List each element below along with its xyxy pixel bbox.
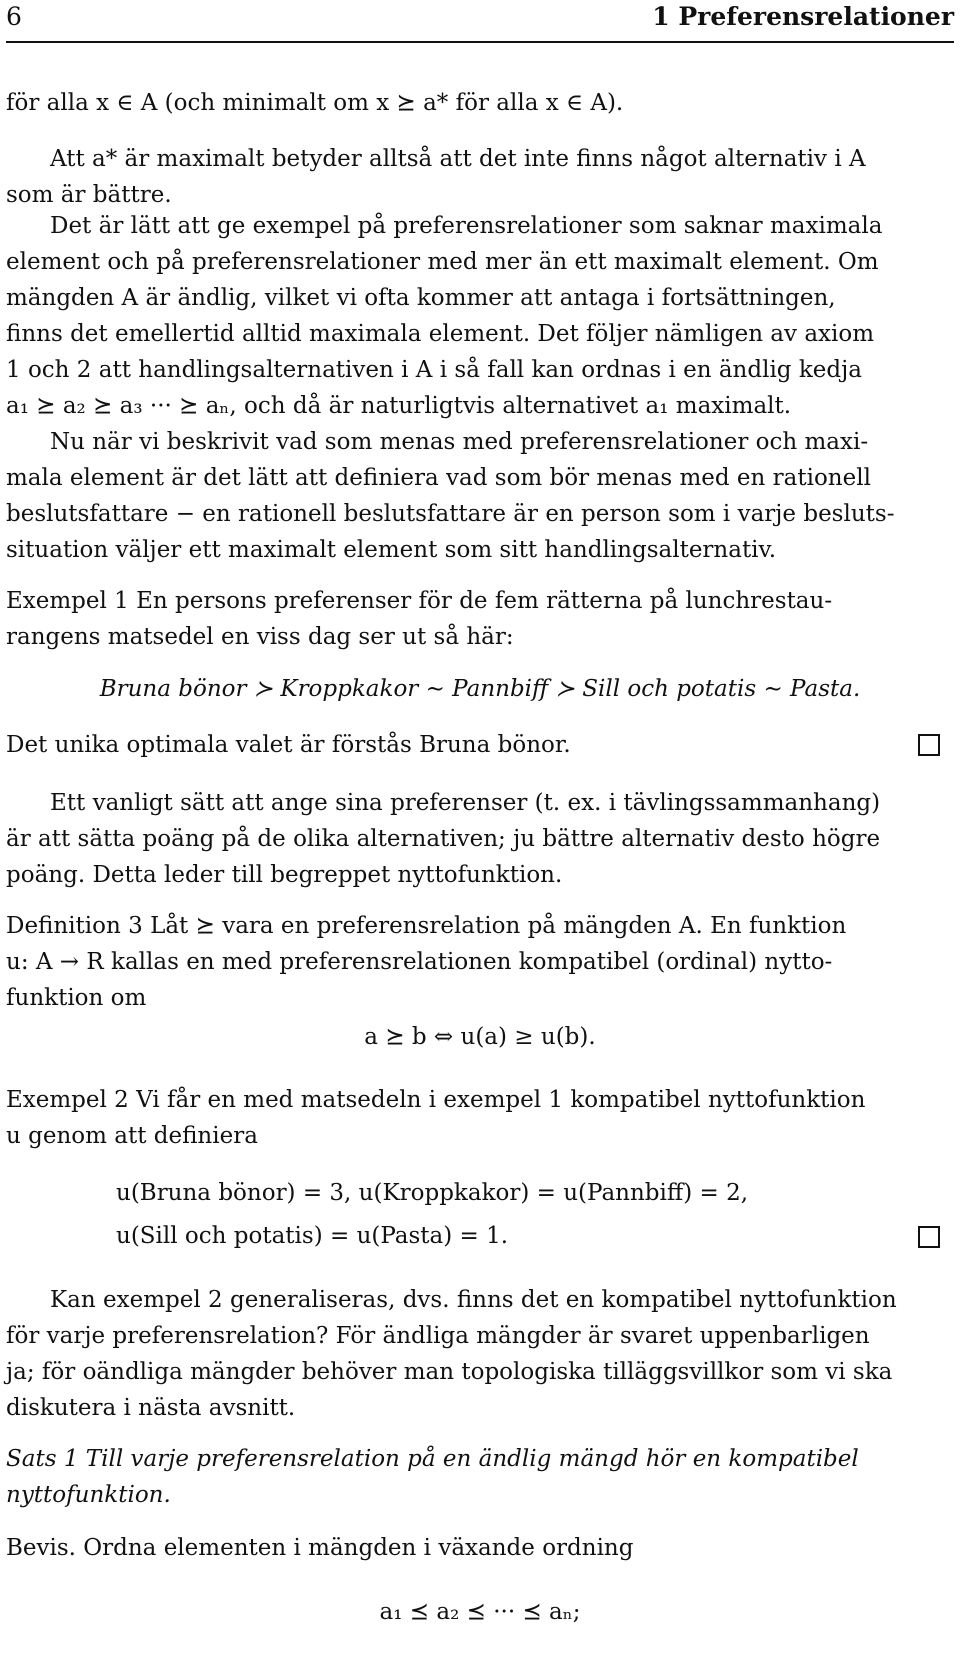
header-rule [6, 41, 954, 43]
text-line: för varje preferensrelation? För ändliga mängder är svaret uppenbarligen [6, 1323, 870, 1349]
text-line: diskutera i nästa avsnitt. [6, 1395, 296, 1421]
text-line: ja; för oändliga mängder behöver man topologiska tilläggsvillkor som vi ska [6, 1359, 893, 1385]
text-line: rangens matsedel en viss dag ser ut så här: [6, 624, 514, 650]
text-line: finns det emellertid alltid maximala element. Det följer nämligen av axiom [6, 321, 875, 347]
theorem-line: Sats 1 Till varje preferensrelation på en ändlig mängd hör en kompatibel [6, 1446, 859, 1472]
definition-heading-line: Definition 3 Låt ⪰ vara en preferensrelation på mängden A. En funktion [6, 913, 847, 939]
display-formula: a₁ ⪯ a₂ ⪯ ··· ⪯ aₙ; [379, 1599, 581, 1625]
text-line: a₁ ⪰ a₂ ⪰ a₃ ··· ⪰ aₙ, och då är naturligtvis alternativet a₁ maximalt. [6, 393, 792, 419]
text-line: Kan exempel 2 generaliseras, dvs. finns det en kompatibel nyttofunktion [50, 1287, 897, 1313]
text-line: poäng. Detta leder till begreppet nyttofunktion. [6, 862, 563, 888]
example-heading-line: Exempel 1 En persons preferenser för de fem rätterna på lunchrestau- [6, 588, 833, 614]
text-line: Nu när vi beskrivit vad som menas med preferensrelationer och maxi- [50, 429, 869, 455]
display-formula: u(Bruna bönor) = 3, u(Kroppkakor) = u(Pannbiff) = 2, [116, 1180, 749, 1206]
theorem-line: nyttofunktion. [6, 1482, 171, 1508]
qed-square-icon [918, 734, 940, 756]
text-line: Det unika optimala valet är förstås Bruna bönor. [6, 732, 571, 758]
text-line: för alla x ∈ A (och minimalt om x ⪰ a* för alla x ∈ A). [6, 90, 624, 116]
text-line: som är bättre. [6, 182, 172, 208]
display-formula: Bruna bönor ≻ Kroppkakor ∼ Pannbiff ≻ Sill och potatis ∼ Pasta. [99, 676, 861, 702]
chapter-title: 1 Preferensrelationer [652, 2, 954, 31]
running-header [6, 0, 954, 36]
text-line: Att a* är maximalt betyder alltså att det inte finns något alternativ i A [50, 146, 866, 172]
proof-line: Bevis. Ordna elementen i mängden i växande ordning [6, 1535, 634, 1561]
example-heading-line: Exempel 2 Vi får en med matsedeln i exempel 1 kompatibel nyttofunktion [6, 1087, 866, 1113]
text-line: beslutsfattare − en rationell beslutsfattare är en person som i varje besluts- [6, 501, 895, 527]
display-formula: a ⪰ b ⇔ u(a) ≥ u(b). [364, 1024, 596, 1050]
text-line: mängden A är ändlig, vilket vi ofta kommer att antaga i fortsättningen, [6, 285, 836, 311]
text-line: är att sätta poäng på de olika alternativen; ju bättre alternativ desto högre [6, 826, 881, 852]
text-line: u: A → R kallas en med preferensrelationen kompatibel (ordinal) nytto- [6, 949, 833, 975]
text-line: u genom att definiera [6, 1123, 258, 1149]
text-line: element och på preferensrelationer med mer än ett maximalt element. Om [6, 249, 879, 275]
text-line: 1 och 2 att handlingsalternativen i A i så fall kan ordnas i en ändlig kedja [6, 357, 862, 383]
text-line: mala element är det lätt att definiera vad som bör menas med en rationell [6, 465, 871, 491]
page-number: 6 [6, 2, 22, 31]
text-line: Det är lätt att ge exempel på preferensrelationer som saknar maximala [50, 213, 883, 239]
qed-square-icon [918, 1226, 940, 1248]
text-line: Ett vanligt sätt att ange sina preferenser (t. ex. i tävlingssammanhang) [50, 790, 881, 816]
text-line: funktion om [6, 985, 147, 1011]
text-line: situation väljer ett maximalt element som sitt handlingsalternativ. [6, 537, 777, 563]
display-formula: u(Sill och potatis) = u(Pasta) = 1. [116, 1223, 509, 1249]
